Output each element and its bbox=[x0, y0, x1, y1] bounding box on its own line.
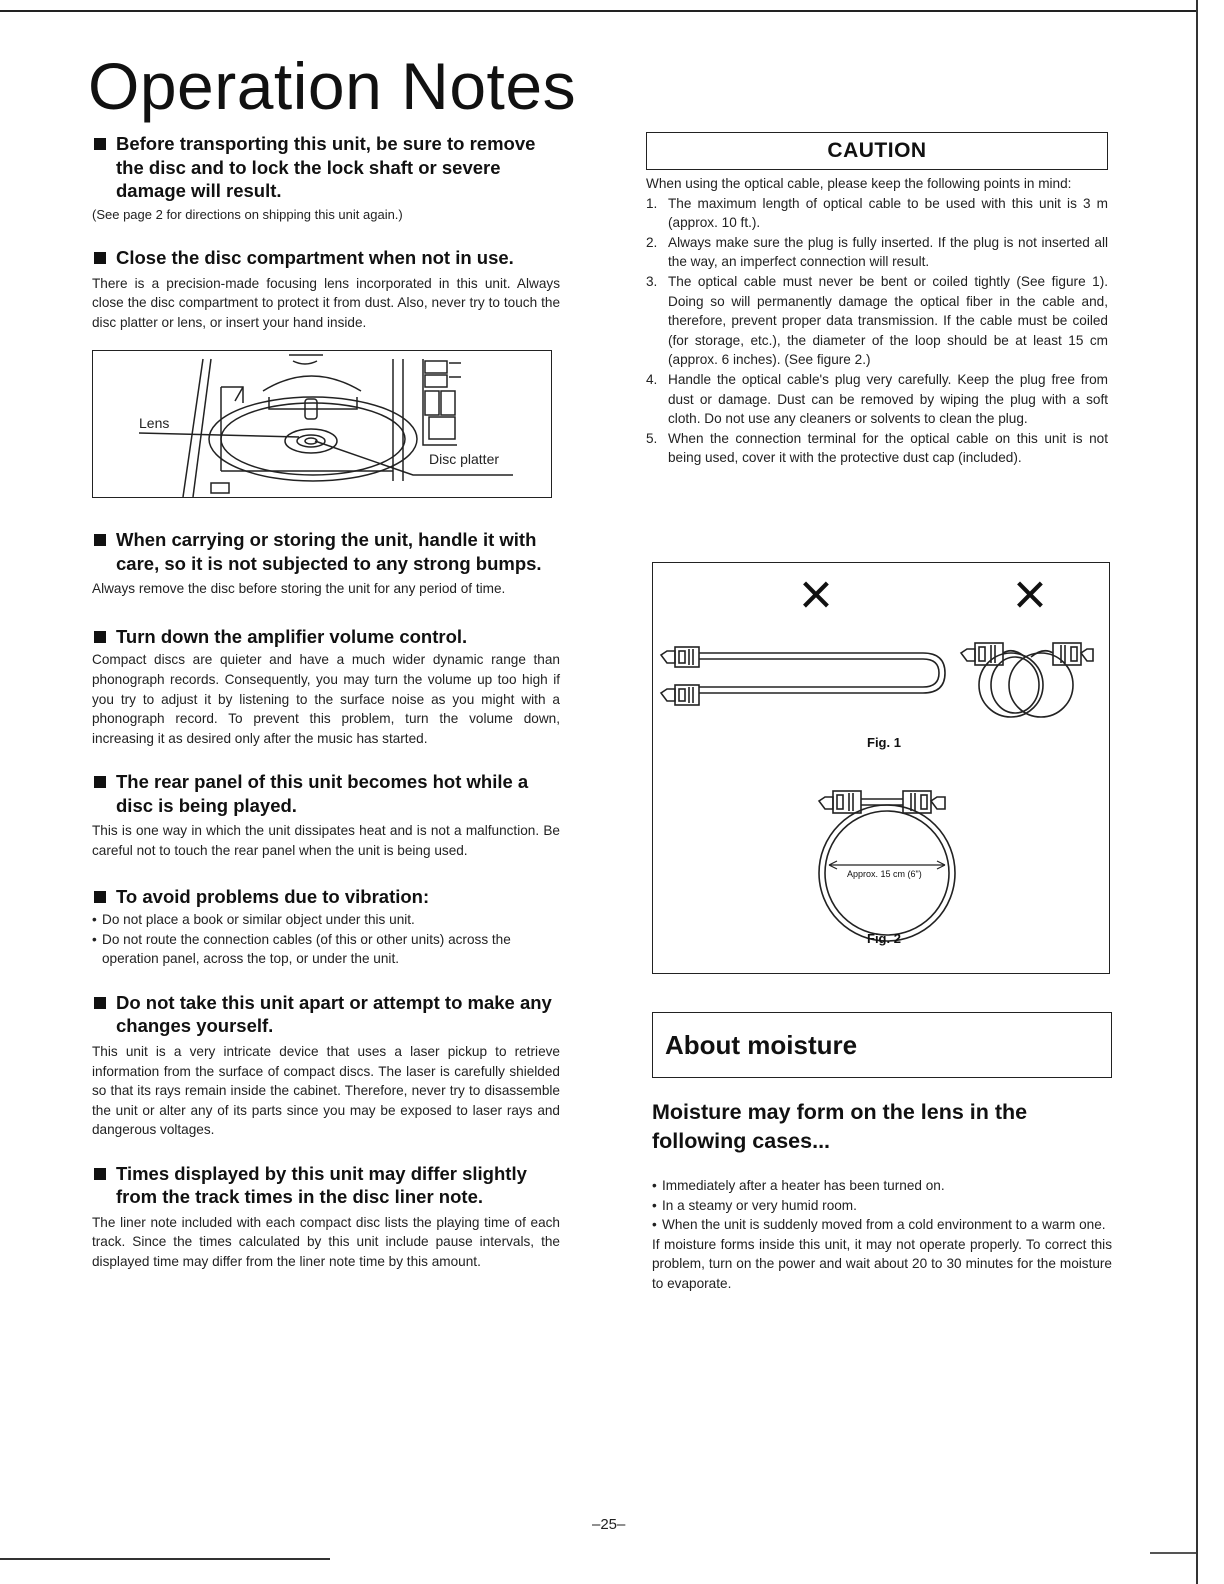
moisture-list bbox=[652, 1176, 1112, 1235]
left-column bbox=[92, 132, 560, 1272]
moisture-body: If moisture forms inside this unit, it may not operate properly. To correct this problem, turn on the power and wait about 20 to 30 minutes for the moisture to evaporate. bbox=[652, 1236, 1112, 1291]
section-vibration bbox=[92, 885, 560, 969]
caution-intro: When using the optical cable, please keep the following points in mind: bbox=[646, 176, 1072, 191]
section-heading: Times displayed by this unit may differ slightly from the track times in the disc liner note. bbox=[92, 1162, 560, 1209]
list-item: • Immediately after a heater has been turned on. bbox=[652, 1176, 1112, 1196]
list-item: • When the unit is suddenly moved from a cold environment to a warm one. bbox=[652, 1215, 1112, 1235]
incorrect-cross-icon: × bbox=[1013, 562, 1047, 627]
section-body: Always remove the disc before storing the unit for any period of time. bbox=[92, 581, 506, 597]
section-heading: To avoid problems due to vibration: bbox=[92, 885, 560, 909]
section-heading: The rear panel of this unit becomes hot while a disc is being played. bbox=[92, 770, 560, 817]
list-item: • Do not route the connection cables (of this or other units) across the operation panel, across the top, or under the unit. bbox=[92, 930, 560, 969]
section-body: This is one way in which the unit dissipates heat and is not a malfunction. Be careful not to touch the rear panel when the unit is being used. bbox=[92, 823, 560, 859]
vibration-list bbox=[92, 910, 560, 969]
caution-list bbox=[646, 194, 1108, 468]
disc-compartment-figure bbox=[92, 350, 552, 498]
square-bullet-icon bbox=[94, 997, 106, 1009]
square-bullet-icon bbox=[94, 252, 106, 264]
section-rear-panel bbox=[92, 770, 560, 860]
disc-platter-label: Disc platter bbox=[429, 451, 500, 468]
section-carrying bbox=[92, 528, 560, 599]
bottom-rule-right bbox=[1150, 1552, 1196, 1554]
caution-title: CAUTION bbox=[827, 139, 927, 162]
section-body: There is a precision-made focusing lens incorporated in this unit. Always close the disc compartment to protect it from dust. Also, never try to touch the disc platter or lens, or insert your hand inside. bbox=[92, 275, 560, 330]
caution-item: 2. Always make sure the plug is fully inserted. If the plug is not inserted all the way, an imperfect connection will result. bbox=[646, 234, 1108, 270]
caution-item: 1. The maximum length of optical cable to be used with this unit is 3 m (approx. 10 ft.). bbox=[646, 195, 1108, 231]
optical-cable-figures bbox=[652, 562, 1110, 974]
caution-item: 5. When the connection terminal for the optical cable on this unit is not being used, cover it with the protective dust cap (included). bbox=[646, 430, 1108, 466]
section-note: (See page 2 for directions on shipping this unit again.) bbox=[92, 206, 403, 222]
list-item: • Do not place a book or similar object under this unit. bbox=[92, 910, 560, 930]
section-heading: Close the disc compartment when not in use. bbox=[92, 246, 560, 270]
figure-1-caption: Fig. 1 bbox=[867, 735, 901, 750]
bottom-rule bbox=[0, 1558, 330, 1560]
right-column bbox=[646, 132, 1112, 1291]
caution-item: 4. Handle the optical cable's plug very carefully. Keep the plug free from dust or damage. Dust can be removed by wiping the plug with a soft cloth. Do not use any cleaners or solvents to clean the plug. bbox=[646, 371, 1108, 427]
list-item: • In a steamy or very humid room. bbox=[652, 1196, 1112, 1216]
section-body: Compact discs are quieter and have a much wider dynamic range than phonograph records. Consequently, you may turn the volume up too high if you try to adjust it by listening to the surface noise as you might with a phonograph record. To prevent this problem, turn the volume down, increasing it as desired only after the music has started. bbox=[92, 652, 560, 746]
optical-cable-illustration bbox=[653, 563, 1109, 973]
section-body: This unit is a very intricate device that uses a laser pickup to retrieve information from the surface of compact discs. The laser is carefully shielded so that its rays remain inside the cabinet. Therefore, never try to disassemble the unit or alter any of its parts since you may be exposed to laser rays and dangerous voltages. bbox=[92, 1043, 560, 1138]
section-heading: Turn down the amplifier volume control. bbox=[92, 625, 560, 649]
square-bullet-icon bbox=[94, 891, 106, 903]
figure-2-caption: Fig. 2 bbox=[867, 931, 901, 946]
moisture-title: About moisture bbox=[665, 1029, 858, 1060]
section-body: The liner note included with each compact disc lists the playing time of each track. Since the times calculated by this unit include pause intervals, the displayed time may differ from the liner note time by this amount. bbox=[92, 1214, 560, 1270]
right-edge-rule bbox=[1196, 0, 1198, 1584]
square-bullet-icon bbox=[94, 138, 106, 150]
section-heading: When carrying or storing the unit, handle it with care, so it is not subjected to any strong bumps. bbox=[92, 528, 560, 575]
section-disassembly bbox=[92, 991, 560, 1140]
top-rule bbox=[0, 10, 1196, 12]
square-bullet-icon bbox=[94, 776, 106, 788]
caution-header-box bbox=[646, 132, 1108, 170]
section-volume bbox=[92, 625, 560, 748]
incorrect-cross-icon: × bbox=[799, 562, 833, 627]
moisture-title-box bbox=[652, 1012, 1112, 1078]
page-number: –25– bbox=[592, 1516, 626, 1533]
section-close-compartment bbox=[92, 246, 560, 332]
section-heading: Before transporting this unit, be sure to remove the disc and to lock the lock shaft or severe damage will result. bbox=[92, 132, 560, 203]
moisture-subtitle: Moisture may form on the lens in the following cases... bbox=[652, 1100, 1028, 1153]
square-bullet-icon bbox=[94, 1168, 106, 1180]
moisture-section bbox=[652, 1012, 1112, 1294]
section-heading: Do not take this unit apart or attempt to make any changes yourself. bbox=[92, 991, 560, 1038]
loop-diameter-label: Approx. 15 cm (6") bbox=[847, 869, 922, 879]
square-bullet-icon bbox=[94, 631, 106, 643]
section-times-displayed bbox=[92, 1162, 560, 1272]
lens-label: Lens bbox=[139, 415, 170, 432]
page-title: Operation Notes bbox=[88, 49, 577, 123]
section-transport bbox=[92, 132, 560, 224]
caution-item: 3. The optical cable must never be bent or coiled tightly (See figure 1). Doing so will permanently damage the optical fiber in the cable and, therefore, prevent proper data transmission. If the cable must be coiled (for storage, etc.), the diameter of the loop should be at least 15 cm (approx. 6 inches). (See figure 2.) bbox=[646, 273, 1108, 368]
square-bullet-icon bbox=[94, 534, 106, 546]
